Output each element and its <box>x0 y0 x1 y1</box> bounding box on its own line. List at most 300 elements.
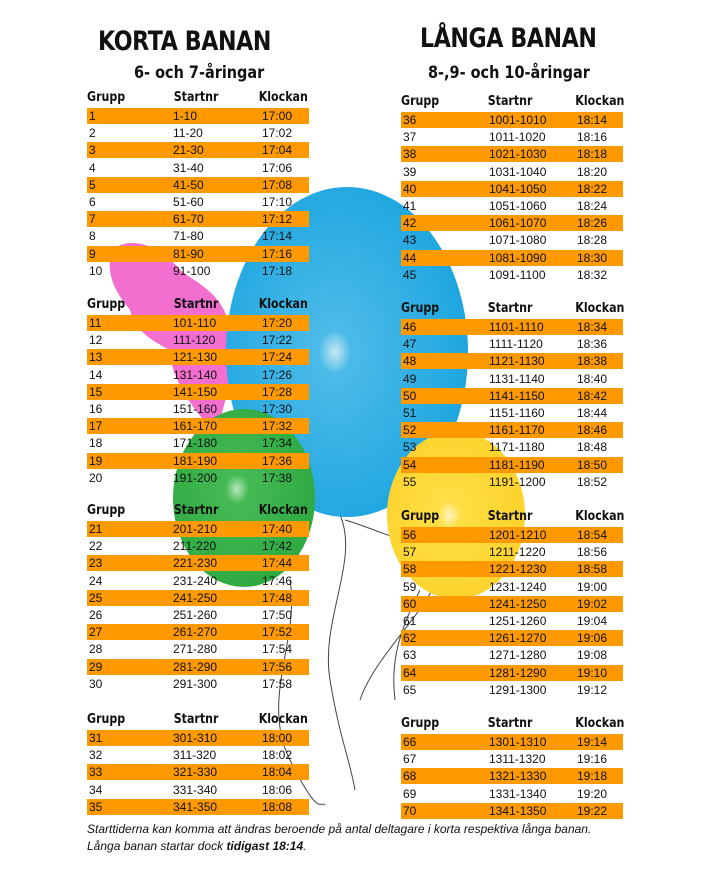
header-startnr: Startnr <box>487 716 533 731</box>
start-time: 17:16 <box>262 246 293 261</box>
start-numbers: 1071-1080 <box>489 233 547 248</box>
start-numbers: 1241-1250 <box>489 596 547 611</box>
schedule-row <box>87 676 309 692</box>
schedule-row <box>87 521 309 537</box>
start-time: 17:10 <box>262 195 293 209</box>
group-number: 4 <box>89 160 96 175</box>
group-number: 49 <box>403 371 417 386</box>
start-time: 19:12 <box>577 682 608 697</box>
schedule-row <box>401 215 623 231</box>
start-time: 17:40 <box>262 522 293 536</box>
start-numbers: 1341-1350 <box>489 803 547 818</box>
schedule-row <box>87 177 309 193</box>
start-numbers: 301-310 <box>173 731 218 745</box>
group-number: 2 <box>89 126 96 141</box>
start-numbers: 211-220 <box>173 539 217 554</box>
start-time: 18:14 <box>577 113 608 127</box>
schedule-row <box>87 194 309 210</box>
group-number: 24 <box>89 573 103 588</box>
schedule-row <box>401 164 623 180</box>
schedule-row <box>401 457 623 473</box>
start-numbers: 271-280 <box>173 642 218 657</box>
group-number: 25 <box>89 590 103 605</box>
schedule-row <box>87 555 309 571</box>
group-number: 63 <box>403 648 417 663</box>
start-numbers: 121-130 <box>173 350 218 365</box>
start-time: 17:44 <box>262 556 293 571</box>
group-number: 45 <box>403 267 417 282</box>
start-time: 17:24 <box>262 350 293 365</box>
group-number: 30 <box>89 676 103 691</box>
start-time: 18:02 <box>262 748 293 763</box>
start-time: 17:02 <box>262 126 293 141</box>
start-numbers: 1271-1280 <box>489 648 547 663</box>
start-time: 19:16 <box>577 752 608 767</box>
group-number: 15 <box>89 384 103 399</box>
start-time: 17:22 <box>262 333 293 348</box>
group-number: 10 <box>89 263 103 278</box>
group-number: 13 <box>89 350 103 365</box>
start-time: 19:18 <box>577 769 608 784</box>
start-numbers: 11-20 <box>173 126 203 141</box>
start-numbers: 131-140 <box>173 367 218 382</box>
start-time: 17:42 <box>262 539 293 554</box>
start-time: 17:48 <box>262 590 293 605</box>
group-number: 56 <box>403 528 417 542</box>
schedule-row <box>401 129 623 145</box>
start-numbers: 1191-1200 <box>489 474 546 489</box>
schedule-row <box>401 665 623 681</box>
group-number: 55 <box>403 474 417 489</box>
start-numbers: 251-260 <box>173 608 218 622</box>
group-number: 36 <box>403 113 417 127</box>
start-time: 17:14 <box>262 229 293 244</box>
footnote-line-2 <box>87 838 707 855</box>
schedule-row <box>401 388 623 404</box>
schedule-row <box>401 647 623 663</box>
start-numbers: 161-170 <box>173 419 218 434</box>
schedule-row <box>401 232 623 248</box>
header-klockan: Klockan <box>575 94 625 109</box>
start-time: 18:00 <box>262 731 293 745</box>
schedule-row <box>87 641 309 657</box>
group-number: 53 <box>403 440 417 455</box>
group-number: 64 <box>403 665 417 680</box>
group-number: 9 <box>89 246 96 261</box>
start-numbers: 291-300 <box>173 676 218 691</box>
start-time: 18:30 <box>577 250 608 265</box>
header-grupp: Grupp <box>401 301 440 316</box>
group-number: 11 <box>89 316 102 330</box>
group-number: 22 <box>89 539 103 554</box>
group-number: 44 <box>403 250 417 265</box>
schedule-row <box>401 146 623 162</box>
start-time: 18:36 <box>577 337 608 352</box>
start-time: 19:14 <box>577 735 608 749</box>
start-numbers: 1151-1160 <box>489 406 545 420</box>
start-numbers: 231-240 <box>173 573 218 588</box>
schedule-row <box>87 384 309 400</box>
start-time: 17:26 <box>262 367 293 382</box>
schedule-row <box>87 418 309 434</box>
schedule-row <box>401 561 623 577</box>
schedule-row <box>401 596 623 612</box>
start-numbers: 51-60 <box>173 195 204 209</box>
group-number: 51 <box>403 406 417 420</box>
short-course-title: KORTA BANAN <box>98 26 271 57</box>
group-number: 26 <box>89 608 103 622</box>
header-startnr: Startnr <box>173 503 219 518</box>
start-numbers: 1321-1330 <box>489 769 547 784</box>
start-numbers: 101-110 <box>173 316 217 330</box>
start-time: 18:08 <box>262 799 293 814</box>
start-time: 17:46 <box>262 573 293 588</box>
start-time: 18:34 <box>577 320 608 334</box>
start-numbers: 1101-1110 <box>489 320 544 334</box>
start-time: 17:52 <box>262 625 293 640</box>
start-numbers: 201-210 <box>173 522 218 536</box>
schedule-row <box>401 544 623 560</box>
group-number: 68 <box>403 769 417 784</box>
header-startnr: Startnr <box>487 94 533 109</box>
header-startnr: Startnr <box>173 712 219 727</box>
start-time: 19:10 <box>577 665 608 680</box>
group-number: 8 <box>89 229 96 244</box>
start-numbers: 91-100 <box>173 263 211 278</box>
schedule-row <box>87 349 309 365</box>
short-course-subtitle: 6- och 7-åringar <box>134 63 265 83</box>
schedule-row <box>401 198 623 214</box>
schedule-row <box>87 730 309 746</box>
schedule-row <box>87 470 309 486</box>
start-numbers: 1261-1270 <box>489 631 547 646</box>
schedule-row <box>87 108 309 124</box>
start-time: 18:46 <box>577 423 608 438</box>
start-numbers: 31-40 <box>173 160 204 175</box>
header-startnr: Startnr <box>487 509 533 524</box>
group-number: 21 <box>89 522 103 536</box>
start-time: 17:04 <box>262 143 293 158</box>
start-numbers: 311-320 <box>173 748 217 763</box>
start-numbers: 1231-1240 <box>489 579 547 594</box>
schedule-row <box>87 142 309 158</box>
group-number: 5 <box>89 177 96 192</box>
schedule-row <box>401 682 623 698</box>
start-numbers: 1161-1170 <box>489 423 545 438</box>
long-course-title: LÅNGA BANAN <box>420 23 597 54</box>
start-time: 18:28 <box>577 233 608 248</box>
footnote-earliest-start: tidigast 18:14 <box>226 839 304 853</box>
start-numbers: 61-70 <box>173 212 204 227</box>
start-time: 19:22 <box>577 803 608 818</box>
start-numbers: 1251-1260 <box>489 614 547 628</box>
header-startnr: Startnr <box>487 301 533 316</box>
start-numbers: 151-160 <box>173 402 218 416</box>
group-number: 20 <box>89 470 103 485</box>
schedule-row <box>87 125 309 141</box>
schedule-row <box>401 336 623 352</box>
header-klockan: Klockan <box>575 509 625 524</box>
schedule-row <box>401 751 623 767</box>
schedule-row <box>401 405 623 421</box>
start-numbers: 321-330 <box>173 765 218 780</box>
group-number: 66 <box>403 735 417 749</box>
group-number: 37 <box>403 130 417 145</box>
start-time: 18:52 <box>577 474 608 489</box>
start-time: 18:22 <box>577 181 608 196</box>
start-numbers: 1-10 <box>173 109 198 123</box>
start-time: 18:26 <box>577 216 608 231</box>
schedule-row <box>87 624 309 640</box>
schedule-row <box>401 181 623 197</box>
group-number: 62 <box>403 631 417 646</box>
start-time: 17:20 <box>262 316 293 330</box>
start-time: 18:42 <box>577 388 608 403</box>
schedule-row <box>87 315 309 331</box>
group-number: 23 <box>89 556 103 571</box>
start-numbers: 1021-1030 <box>489 147 547 162</box>
group-number: 70 <box>403 803 417 818</box>
long-course-subtitle: 8-,9- och 10-åringar <box>428 63 590 83</box>
schedule-row <box>401 439 623 455</box>
start-numbers: 181-190 <box>173 453 218 468</box>
schedule-row <box>87 764 309 780</box>
footnote-line-1: Starttiderna kan komma att ändras beroende på antal deltagare i korta respektiva långa banan. <box>87 822 592 836</box>
start-numbers: 41-50 <box>173 177 204 192</box>
group-number: 69 <box>403 786 417 801</box>
start-numbers: 1141-1150 <box>489 388 545 403</box>
schedule-row <box>87 367 309 383</box>
group-number: 27 <box>89 625 103 640</box>
schedule-row <box>401 734 623 750</box>
group-number: 3 <box>89 143 96 158</box>
group-number: 18 <box>89 436 103 451</box>
start-numbers: 1131-1140 <box>489 371 545 386</box>
start-time: 18:16 <box>577 130 608 145</box>
schedule-row <box>87 782 309 798</box>
start-time: 18:38 <box>577 354 608 369</box>
group-number: 40 <box>403 181 417 196</box>
start-numbers: 1081-1090 <box>489 250 547 265</box>
start-numbers: 1211-1220 <box>489 545 546 560</box>
start-numbers: 111-120 <box>173 333 216 348</box>
start-numbers: 1331-1340 <box>489 786 547 801</box>
start-numbers: 1011-1020 <box>489 130 546 145</box>
schedule-row <box>401 474 623 490</box>
schedule-row <box>401 353 623 369</box>
schedule-row <box>401 267 623 283</box>
start-numbers: 221-230 <box>173 556 218 571</box>
schedule-row <box>401 579 623 595</box>
schedule-row <box>401 422 623 438</box>
start-numbers: 241-250 <box>173 590 218 605</box>
start-time: 17:08 <box>262 177 293 192</box>
schedule-row <box>401 803 623 819</box>
start-numbers: 141-150 <box>173 384 218 399</box>
schedule-row <box>401 630 623 646</box>
header-klockan: Klockan <box>258 90 308 105</box>
schedule-row <box>401 250 623 266</box>
start-time: 19:08 <box>577 648 608 663</box>
start-time: 17:00 <box>262 109 293 123</box>
schedule-row <box>87 401 309 417</box>
start-numbers: 341-350 <box>173 799 218 814</box>
schedule-row <box>87 607 309 623</box>
schedule-row <box>401 527 623 543</box>
start-numbers: 1001-1010 <box>489 113 547 127</box>
header-grupp: Grupp <box>87 503 126 518</box>
start-time: 18:04 <box>262 765 293 780</box>
schedule-row <box>401 319 623 335</box>
start-time: 17:06 <box>262 160 293 175</box>
group-number: 43 <box>403 233 417 248</box>
group-number: 7 <box>89 212 96 227</box>
schedule-row <box>87 211 309 227</box>
start-time: 19:04 <box>577 614 608 628</box>
group-number: 17 <box>89 419 103 434</box>
start-time: 17:18 <box>262 263 293 278</box>
group-number: 16 <box>89 402 103 416</box>
schedule-row <box>401 613 623 629</box>
start-numbers: 81-90 <box>173 246 204 261</box>
schedule-row <box>87 590 309 606</box>
start-numbers: 1041-1050 <box>489 181 547 196</box>
header-startnr: Startnr <box>173 90 219 105</box>
group-number: 60 <box>403 596 417 611</box>
start-numbers: 1031-1040 <box>489 164 547 179</box>
start-numbers: 171-180 <box>173 436 218 451</box>
group-number: 65 <box>403 682 417 697</box>
schedule-row <box>87 263 309 279</box>
group-number: 19 <box>89 453 103 468</box>
group-number: 46 <box>403 320 417 334</box>
header-grupp: Grupp <box>87 90 126 105</box>
group-number: 31 <box>89 731 103 745</box>
start-time: 18:06 <box>262 782 293 797</box>
start-numbers: 1291-1300 <box>489 682 547 697</box>
group-number: 14 <box>89 367 103 382</box>
start-time: 18:24 <box>577 199 608 213</box>
schedule-row <box>87 332 309 348</box>
start-numbers: 281-290 <box>173 659 218 674</box>
group-number: 47 <box>403 337 417 352</box>
group-number: 29 <box>89 659 103 674</box>
start-numbers: 1181-1190 <box>489 457 545 472</box>
group-number: 6 <box>89 195 96 209</box>
group-number: 33 <box>89 765 103 780</box>
schedule-row <box>87 573 309 589</box>
start-numbers: 191-200 <box>173 470 218 485</box>
schedule-row <box>401 112 623 128</box>
start-time: 17:36 <box>262 453 293 468</box>
header-klockan: Klockan <box>575 716 625 731</box>
start-time: 17:28 <box>262 384 293 399</box>
header-grupp: Grupp <box>401 94 440 109</box>
group-number: 39 <box>403 164 417 179</box>
group-number: 42 <box>403 216 417 231</box>
start-time: 19:06 <box>577 631 608 646</box>
start-time: 17:50 <box>262 608 293 622</box>
start-time: 17:38 <box>262 470 293 485</box>
group-number: 1 <box>89 109 96 123</box>
header-klockan: Klockan <box>258 712 308 727</box>
start-time: 19:20 <box>577 786 608 801</box>
start-time: 18:44 <box>577 406 608 420</box>
schedule-row <box>87 538 309 554</box>
start-numbers: 21-30 <box>173 143 204 158</box>
start-numbers: 1171-1180 <box>489 440 545 455</box>
start-time: 17:58 <box>262 676 293 691</box>
group-number: 67 <box>403 752 417 767</box>
start-numbers: 1061-1070 <box>489 216 547 231</box>
start-time: 17:34 <box>262 436 293 451</box>
start-numbers: 1301-1310 <box>489 735 547 749</box>
footnote-line-2-prefix: Långa banan startar dock <box>87 839 227 853</box>
schedule-row <box>401 371 623 387</box>
footnote-line-2-suffix: . <box>303 839 307 853</box>
start-time: 18:56 <box>577 545 608 560</box>
start-time: 18:20 <box>577 164 608 179</box>
header-grupp: Grupp <box>87 712 126 727</box>
start-time: 17:32 <box>262 419 293 434</box>
header-klockan: Klockan <box>258 297 308 312</box>
start-numbers: 1121-1130 <box>489 354 545 369</box>
start-numbers: 331-340 <box>173 782 218 797</box>
start-time: 17:12 <box>262 212 293 227</box>
start-time: 18:40 <box>577 371 608 386</box>
group-number: 28 <box>89 642 103 657</box>
start-numbers: 1221-1230 <box>489 562 547 577</box>
group-number: 52 <box>403 423 417 438</box>
start-time: 19:00 <box>577 579 608 594</box>
schedule-row <box>87 747 309 763</box>
schedule-row <box>87 228 309 244</box>
start-time: 19:02 <box>577 596 608 611</box>
schedule-row <box>87 799 309 815</box>
schedule-row <box>87 453 309 469</box>
start-time: 17:56 <box>262 659 293 674</box>
group-number: 32 <box>89 748 103 763</box>
start-time: 18:50 <box>577 457 608 472</box>
start-numbers: 1311-1320 <box>489 752 546 767</box>
group-number: 58 <box>403 562 417 577</box>
header-klockan: Klockan <box>575 301 625 316</box>
start-time: 18:18 <box>577 147 608 162</box>
group-number: 38 <box>403 147 417 162</box>
schedule-row <box>87 246 309 262</box>
group-number: 48 <box>403 354 417 369</box>
schedule-row <box>401 768 623 784</box>
group-number: 61 <box>403 614 417 628</box>
start-numbers: 261-270 <box>173 625 218 640</box>
start-numbers: 1051-1060 <box>489 199 547 213</box>
group-number: 12 <box>89 333 103 348</box>
group-number: 34 <box>89 782 103 797</box>
start-time: 18:54 <box>577 528 608 542</box>
start-time: 18:32 <box>577 267 608 282</box>
schedule-row <box>87 659 309 675</box>
header-grupp: Grupp <box>401 716 440 731</box>
header-grupp: Grupp <box>401 509 440 524</box>
group-number: 59 <box>403 579 417 594</box>
footnote <box>87 821 707 855</box>
group-number: 50 <box>403 388 417 403</box>
header-klockan: Klockan <box>258 503 308 518</box>
header-grupp: Grupp <box>87 297 126 312</box>
start-time: 17:30 <box>262 402 293 416</box>
start-numbers: 1111-1120 <box>489 337 543 352</box>
start-time: 18:48 <box>577 440 608 455</box>
